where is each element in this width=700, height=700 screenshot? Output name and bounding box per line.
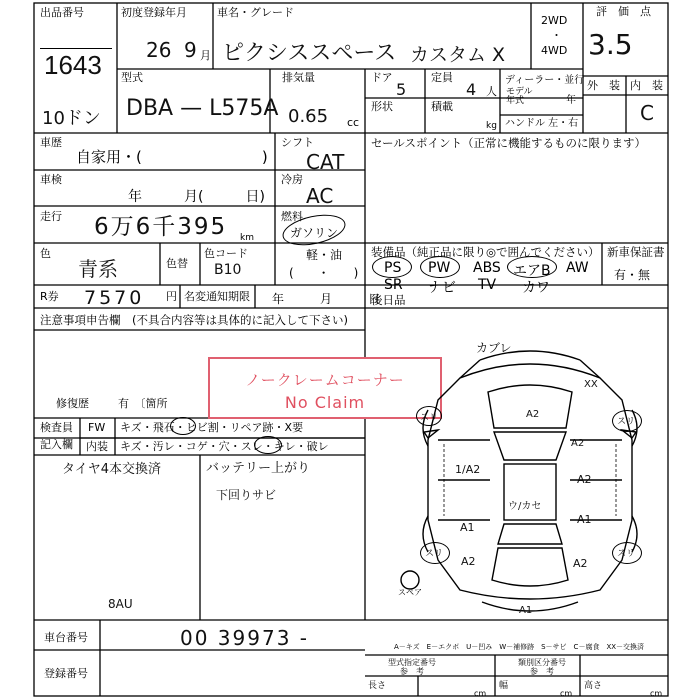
equip-tv: TV [478,277,497,293]
chassis-value: 00 39973 - [180,626,310,650]
reg-month-unit: 月 [200,49,211,62]
lot-label: 出品番号 [40,6,84,19]
mark-a2-rear-right: A2 [573,557,588,570]
fw-text: キズ・飛石・ヒビ割・リペア跡・X要 [120,421,304,434]
width-label: 幅 [499,681,509,691]
mark-a1-left: A1 [460,521,475,534]
height-unit: cm [650,689,663,698]
load-label: 積載 [431,100,453,113]
notes-label: 注意事項申告欄 (不具合内容等は具体的に記入して下さい) [40,313,348,327]
equip-pw: PW [428,260,451,276]
color-label: 色 [40,247,51,260]
car-grade: カスタム X [410,44,506,66]
mark-1a2-left: 1/A2 [455,463,481,476]
reg-year-label: 初度登録年月 [121,6,187,19]
exterior-label: 外 装 [587,79,620,92]
equip-ps: PS [384,260,402,276]
car-name-label: 車名・グレード [217,6,294,19]
color-code-label: 色コード [204,247,248,260]
equip-navi: ナビ [428,280,456,296]
color-value: 青系 [78,257,118,281]
mileage-label: 走行 [40,210,62,223]
fw-label: FW [88,421,106,434]
mark-suri-2: スリ [617,417,636,427]
lot-number: 1643 [44,50,102,80]
rear-seat-label: 後日品 [371,293,406,307]
ps-circle [372,256,412,278]
mark-a2-hood: A2 [526,409,540,420]
type-ref-label: 参 考 [400,667,424,676]
record-label: 記入欄 [40,438,73,451]
damage-legend: A－キズ E－エクボ U－凹み W－補修跡 S－サビ C－腐食 XX－交換済 [394,643,645,651]
history-value: 自家用・( ) [76,148,268,166]
checker-label: 検査員 [40,421,73,434]
length-unit: cm [474,689,487,698]
equipment-label: 装備品（純正品に限り◎で囲んでください） [371,245,600,259]
fuel-gas: ガソリン [290,226,339,240]
mark-xx: XX [584,379,598,390]
fuel-label: 燃料 [281,210,303,223]
color-code-value: B10 [214,262,242,278]
meter-value: 年 月 日 [272,292,381,306]
drive-4wd: 4WD [541,44,568,57]
note-8au: 8AU [108,597,133,611]
type-specified-label: 型式指定番号 [388,658,436,667]
reg-month: 9 [184,38,197,62]
drive-2wd: 2WD [541,14,568,27]
repair-label: 修復歴 [56,397,89,410]
sales-points-label: セールスポイント（正常に機能するものに限ります） [371,136,646,150]
grade-label: 評 価 点 [596,5,651,18]
airbag-circle [507,256,557,278]
mark-suri-4: スリ [617,549,636,559]
mileage-unit: km [240,233,254,243]
length-label: 長さ [368,681,387,691]
doors-value: 5 [396,80,407,99]
doors-label: ドア [371,71,393,84]
equip-aw: AW [566,260,589,276]
lot-sub: 10ドン [42,108,101,129]
warranty-value: 有・無 [614,268,651,282]
model-year-unit: 年 [566,95,576,106]
recycle-value: 7570 [84,287,145,309]
equip-sr: SR [384,277,403,293]
car-damage-diagram [400,340,660,620]
note-battery: バッテリー上がり [206,461,311,476]
shift-label: シフト [281,136,314,149]
equip-leather: カワ [522,280,550,296]
mark-a2-right-mid: A2 [577,473,592,486]
shaken-value: 年 月( 日) [128,189,265,205]
car-name: ピクシススペース [222,41,397,66]
fuel-paren: ( ・ ) [289,266,359,280]
handle-label: ハンドル 左・右 [505,118,579,129]
model-year-label: モデル 年式 [506,87,533,106]
capacity-value: 4 [466,80,477,99]
interior-label: 内 装 [630,79,663,92]
equip-abs: ABS [473,260,501,276]
ac-label: 冷房 [281,173,303,186]
chassis-label: 車台番号 [44,631,88,644]
category-ref-label: 参 考 [530,667,554,676]
reg-year: 26 [146,38,172,62]
category-label: 類別区分番号 [518,658,566,667]
mark-a1-right: A1 [577,513,592,526]
mark-a1-rear: A1 [519,605,533,616]
shaken-label: 車検 [40,173,62,186]
lot-divider [40,48,112,49]
reg-no-label: 登録番号 [44,667,88,680]
equip-airbag: エアB [513,263,551,279]
displacement-value: 0.65 [288,106,329,127]
int-circle [254,436,282,454]
width-unit: cm [560,689,573,698]
shift-value: CAT [306,150,345,174]
mark-suri-3: スリ [425,549,444,559]
no-claim-jp: ノークレームコーナー [245,371,405,389]
int-label: 内装 [86,440,108,453]
drive-dot: ・ [551,29,562,42]
mark-ukase: ウ/カセ [508,501,542,512]
mark-a2-right-front: A2 [571,438,585,449]
meter-label: 名変通知期限 [184,290,250,303]
capacity-unit: 人 [486,85,497,98]
interior-value: C [640,101,654,125]
model-value: DBA — L575A [126,96,279,121]
no-claim-en: No Claim [284,393,366,412]
displacement-label: 排気量 [282,71,315,84]
mark-a2-rear-left: A2 [461,555,476,568]
color-change-label: 色替 [166,257,188,270]
recycle-label: R券 [40,290,59,303]
history-label: 車歴 [40,136,62,149]
note-rust: 下回りサビ [216,488,277,502]
mileage-value: 6万6千395 [94,214,228,240]
fw-circle [170,417,196,435]
capacity-label: 定員 [431,71,453,84]
pw-circle [420,256,460,278]
repair-value: 有 〔箇所 [118,397,168,410]
height-label: 高さ [584,681,603,691]
model-label: 型式 [121,71,143,84]
displacement-unit: cc [347,116,360,129]
ac-value: AC [306,184,334,208]
int-text: キズ・汚レ・コゲ・穴・スレ・キレ・破レ [120,440,329,453]
mark-top-note: カブレ [476,341,512,355]
mark-suri-1: スリ [420,413,439,423]
fuel-diesel: 軽・油 [306,248,343,262]
spare-label: スペア [398,588,422,597]
note-tires: タイヤ4本交換済 [62,462,162,477]
grade-value: 3.5 [588,28,633,61]
warranty-label: 新車保証書 [607,245,665,259]
recycle-unit: 円 [166,290,177,303]
shape-label: 形状 [371,100,393,113]
dealer-label: ディーラー・並行 [505,75,585,86]
load-unit: kg [486,121,497,131]
